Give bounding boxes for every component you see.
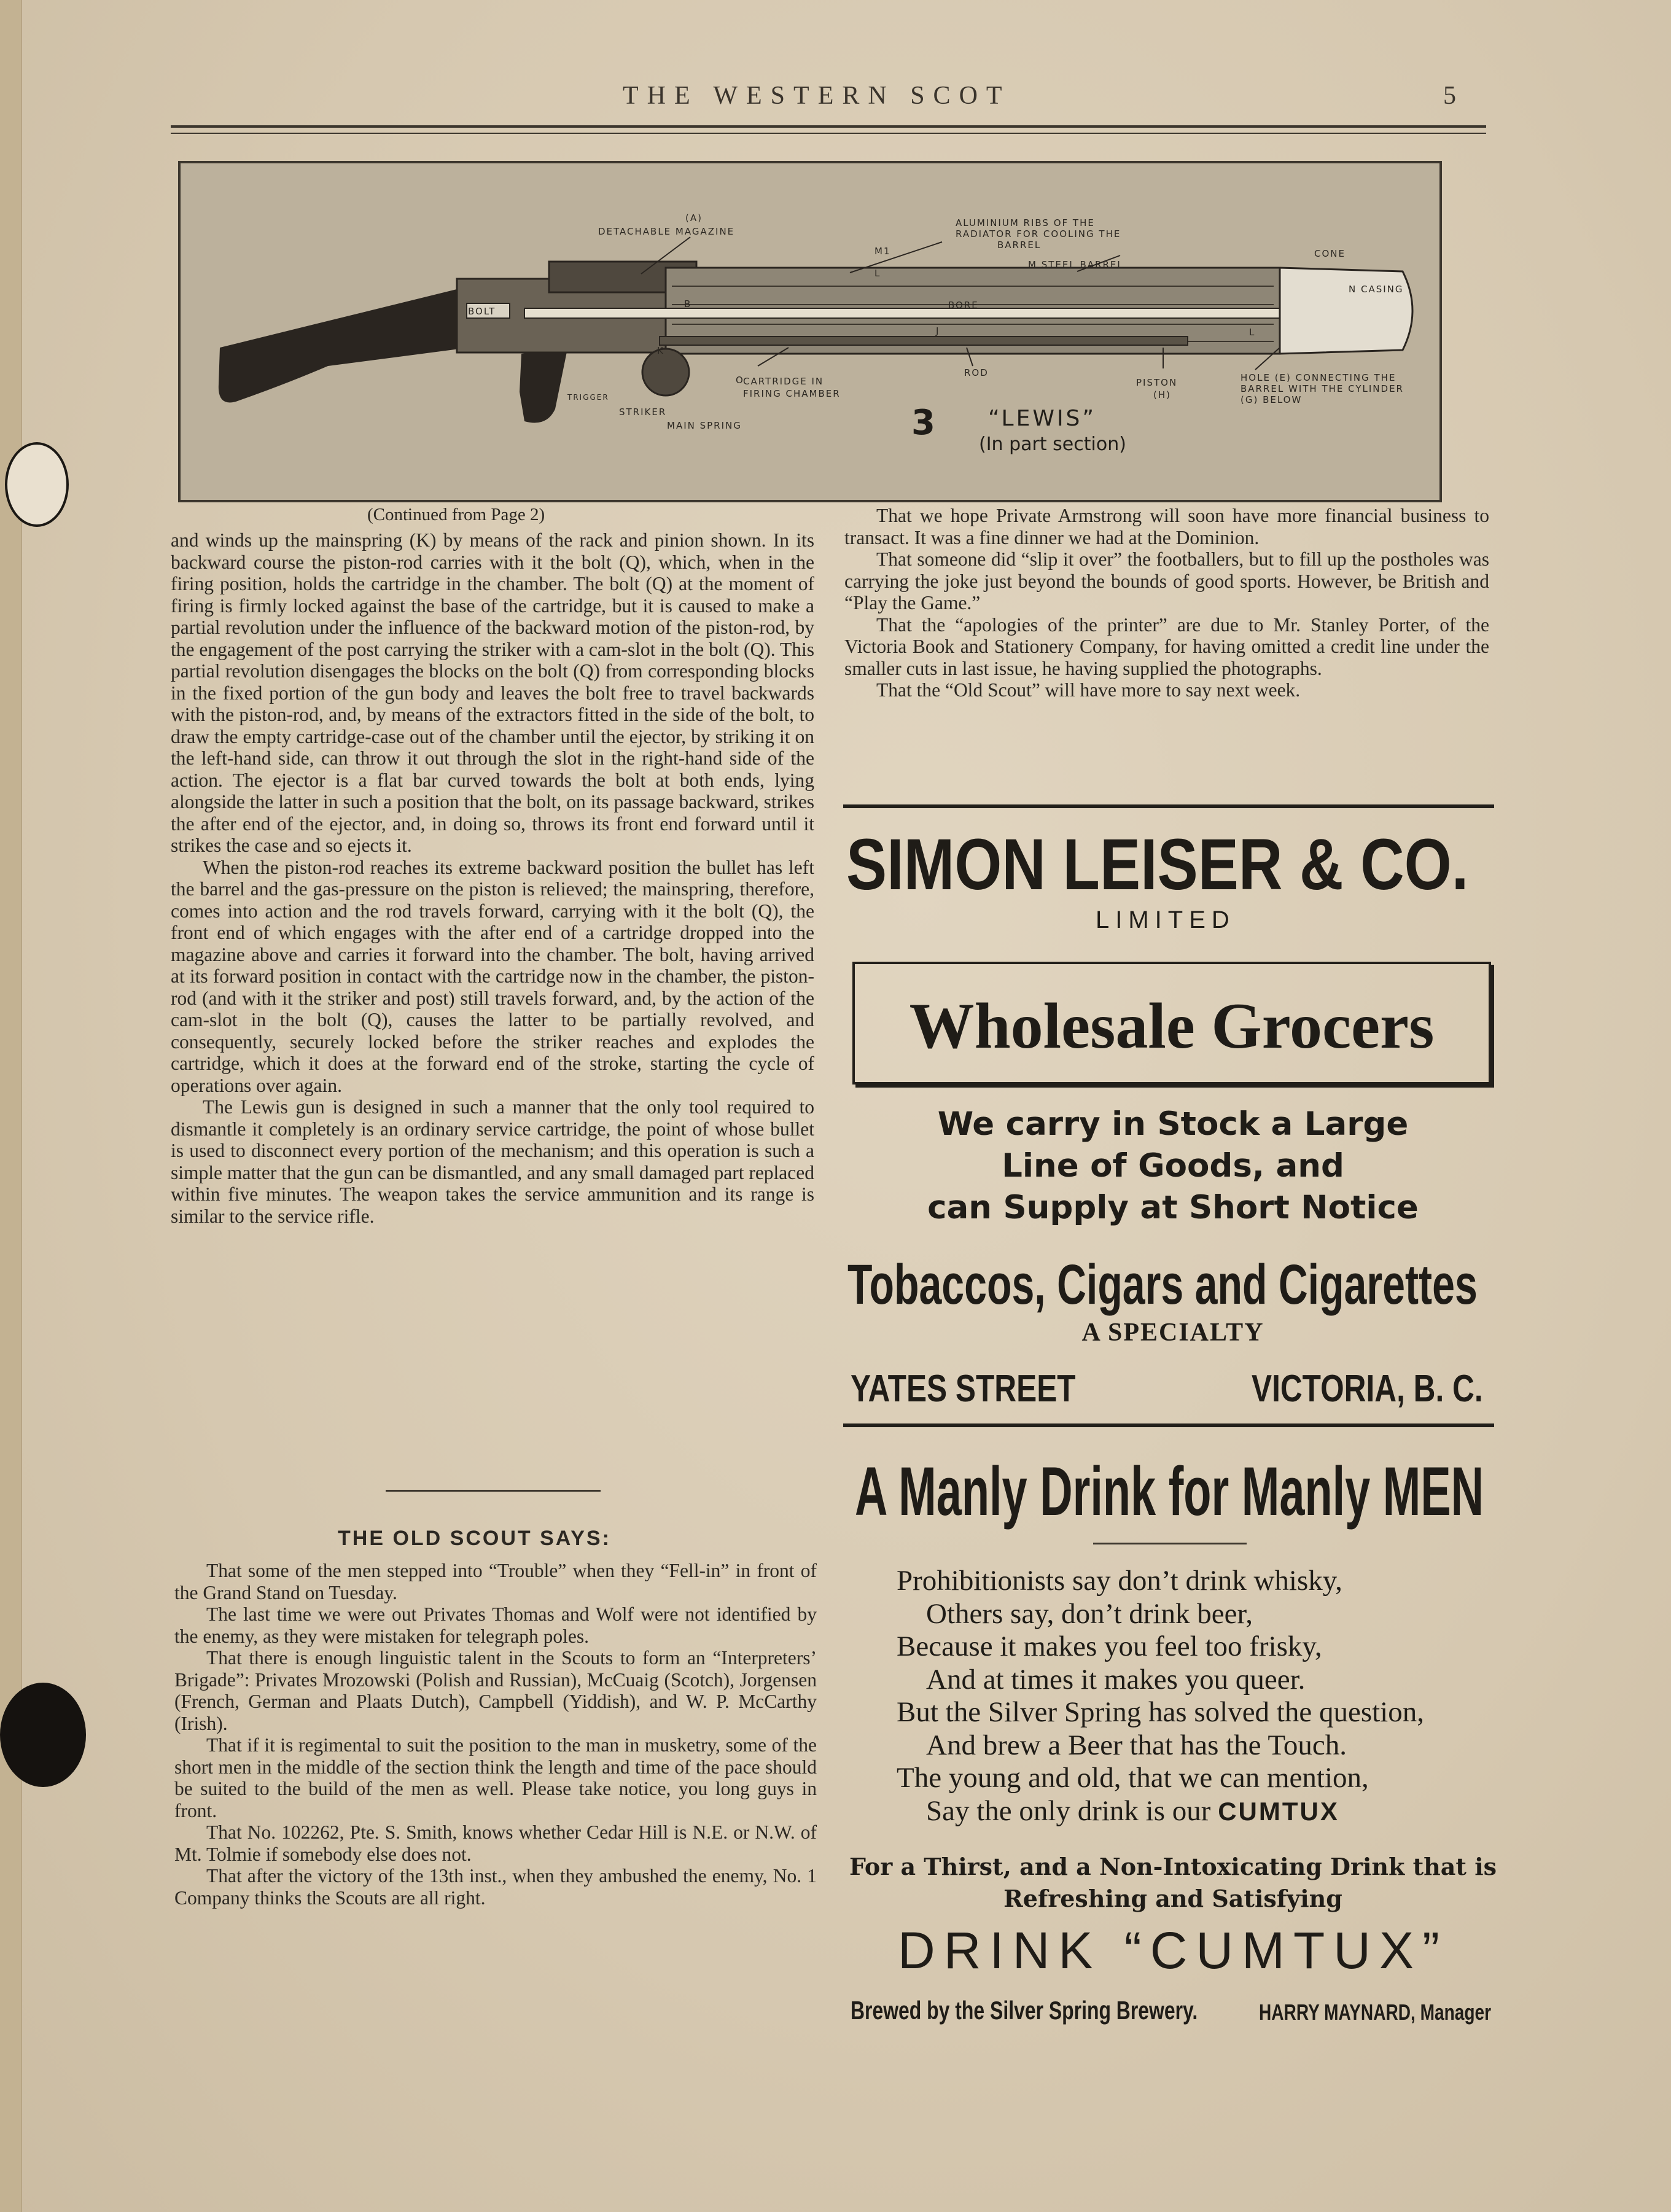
grocer-carry-line-3: can Supply at Short Notice: [927, 1189, 1419, 1226]
label-b: B: [684, 298, 692, 310]
label-hole-1: HOLE (E) CONNECTING THE: [1241, 372, 1396, 383]
brewery-divider: [1093, 1543, 1247, 1544]
article-column-left: [171, 529, 814, 1227]
gun-pinion: [642, 349, 689, 395]
grocer-limited: LIMITED: [1096, 906, 1236, 933]
poem-line-5: But the Silver Spring has solved the question,: [897, 1696, 1424, 1728]
continued-note: (Continued from Page 2): [367, 505, 545, 524]
header-rule-top: [171, 125, 1486, 128]
label-radiator-2: RADIATOR FOR COOLING THE: [956, 228, 1121, 240]
poem-line-3: Because it makes you feel too frisky,: [897, 1630, 1322, 1662]
gun-barrel-bore: [524, 308, 1292, 318]
label-main-spring: MAIN SPRING: [667, 420, 742, 431]
brewery-thirst-line-2: Refreshing and Satisfying: [1003, 1885, 1342, 1912]
grocer-specialty: A SPECIALTY: [1081, 1318, 1264, 1347]
label-trigger: TRIGGER: [567, 393, 609, 402]
old-scout-item-2: The last time we were out Privates Thomas and Wolf were not identified by the enemy, as they were mistaken for telegraph poles.: [174, 1603, 817, 1647]
wholesale-grocers: Wholesale Grocers: [909, 990, 1435, 1062]
article-paragraph-3: The Lewis gun is designed in such a manner that the only tool required to dismantle it completely is an ordinary service cartridge, the point of whose bullet is used to disconnect every portion of the mechanism; and this operation is such a simple matter that the gun can be dismantled, and any small damaged part replaced within five minutes. The weapon takes the service ammunition and its range is similar to the service rifle.: [171, 1096, 814, 1227]
poem-brand: CUMTUX: [1218, 1796, 1339, 1826]
label-a: (A): [685, 212, 703, 224]
figure-number: 3: [911, 403, 935, 443]
poem-line-1: Prohibitionists say don’t drink whisky,: [897, 1565, 1342, 1597]
label-hole-3: (G) BELOW: [1241, 394, 1303, 405]
section-divider: [386, 1490, 601, 1492]
label-m1: M1: [874, 246, 891, 257]
old-scout-item-3: That there is enough linguistic talent in the Scouts to form an “Interpreters’ Brigade”: Privates Mrozowski (Polish and Russian), McCuaig (Scotch), Jorgensen (French, German and Plaats Dutch), Campbell (Yiddish), and W. P. McCarthy (Irish).: [174, 1647, 817, 1734]
old-scout-item-7: That we hope Private Armstrong will soon have more financial business to transact. It was a fine dinner we had at the Dominion.: [844, 505, 1489, 548]
article-paragraph-2: When the piston-rod reaches its extreme backward position the bullet has left the barrel and the gas-pressure on the piston is relieved; the mainspring, therefore, comes into action and the rod travels forward, carrying with it the bolt (Q), the front end of which engages with the after end of a cartridge dropped into the magazine above and carries it forward into the chamber. The bolt, having arrived at its forward position in contact with the cartridge now in the chamber, the piston-rod (and with it the striker and post) still travels forward, and, by the action of the cam-slot in the bolt (Q), causes the latter to be partially revolved, and consequently, securely locked before the striker reaches and explodes the cartridge, which it does at the forward end of the stroke, starting the cycle of operations over again.: [171, 856, 814, 1096]
grocer-street: YATES STREET: [851, 1368, 1076, 1410]
grocer-company-name: SIMON LEISER & CO.: [846, 824, 1469, 905]
grocer-city: VICTORIA, B. C.: [1252, 1368, 1483, 1410]
label-bolt: BOLT: [468, 306, 496, 317]
poem-line-6: And brew a Beer that has the Touch.: [926, 1729, 1347, 1761]
label-striker: STRIKER: [619, 407, 667, 418]
old-scout-column-left: [174, 1560, 817, 1909]
poem-line-4: And at times it makes you queer.: [926, 1663, 1306, 1696]
poem-line-7: The young and old, that we can mention,: [897, 1762, 1369, 1794]
poem-line-2: Others say, don’t drink beer,: [926, 1597, 1253, 1630]
figure-caption-sub: (In part section): [979, 434, 1126, 455]
lewis-gun-figure: [178, 161, 1442, 502]
brewery-manager: HARRY MAYNARD, Manager: [1259, 2000, 1492, 2025]
ad-top-rule: [843, 804, 1494, 808]
grocer-carry-line-1: We carry in Stock a Large: [937, 1105, 1409, 1143]
label-cartridge-1: CARTRIDGE IN: [743, 376, 824, 387]
old-scout-column-right: [844, 505, 1489, 701]
label-piston: PISTON: [1136, 377, 1178, 388]
label-piston-h: (H): [1153, 389, 1171, 400]
article-paragraph-1: and winds up the mainspring (K) by means of the rack and pinion shown. In its backward course the piston-rod carries with it the bolt (Q), which, when in the firing position, holds the cartridge in the chamber. The bolt (Q) at the moment of firing is firmly locked against the base of the cartridge, but it is caused to make a partial revolution under the influence of the backward motion of the piston-rod, by the engagement of the post carrying the striker with a cam-slot in the bolt (Q). This partial revolution disengages the blocks on the bolt (Q) from corresponding blocks in the fixed portion of the gun body and leaves the bolt free to travel backwards with the piston-rod, and, by means of the extractors fitted in the side of the bolt, to draw the empty cartridge-case out of the chamber until the ejector, by striking it on the left-hand side, can throw it out through the slot in the right-hand side of the action. The ejector is a flat bar curved towards the bolt at both ends, lying alongside the latter in such a position that the bolt, on its passage backward, strikes the after end of the ejector, and, in doing so, throws its front end forward until it strikes the case and so ejects it.: [171, 529, 814, 856]
label-hole-2: BARREL WITH THE CYLINDER: [1241, 383, 1404, 394]
old-scout-item-5: That No. 102262, Pte. S. Smith, knows whether Cedar Hill is N.E. or N.W. of Mt. Tolmie if somebody else does not.: [174, 1821, 817, 1865]
old-scout-item-10: That the “Old Scout” will have more to say next week.: [876, 679, 1301, 701]
header-rule-bottom: [171, 133, 1486, 134]
gun-casing: [1280, 268, 1412, 354]
label-bore: BORE: [948, 300, 979, 311]
binding-hole-upper: [5, 442, 69, 527]
label-radiator-3: BARREL: [997, 240, 1042, 251]
label-cartridge-2: FIRING CHAMBER: [743, 388, 841, 399]
running-head-title: THE WESTERN SCOT: [623, 82, 1011, 110]
brewery-headline: A Manly Drink for Manly MEN: [855, 1453, 1484, 1530]
label-o: O: [736, 375, 744, 386]
grocer-tobaccos: Tobaccos, Cigars and Cigarettes: [847, 1253, 1478, 1316]
label-j: J: [936, 325, 940, 337]
label-n-casing: N CASING: [1349, 284, 1404, 295]
old-scout-heading: THE OLD SCOUT SAYS:: [338, 1527, 611, 1550]
page-number: 5: [1443, 82, 1456, 110]
label-cone: CONE: [1314, 248, 1346, 259]
brewery-poem: [897, 1565, 1424, 1828]
brewery-brewed-by: Brewed by the Silver Spring Brewery.: [851, 1996, 1198, 2025]
wholesale-box: [852, 962, 1491, 1085]
old-scout-item-1: That some of the men stepped into “Trouble” when they “Fell-in” in front of the Grand Stand on Tuesday.: [174, 1560, 817, 1603]
figure-caption-name: “LEWIS”: [988, 406, 1097, 431]
old-scout-item-6: That after the victory of the 13th inst., when they ambushed the enemy, No. 1 Company thinks the Scouts are all right.: [174, 1865, 817, 1909]
old-scout-item-9: That the “apologies of the printer” are due to Mr. Stanley Porter, of the Victoria Book and Stationery Company, for having omitted a credit line under the smaller cuts in last issue, he having supplied the photographs.: [844, 613, 1489, 679]
running-head: [0, 81, 1671, 118]
gun-piston-rod: [660, 337, 1188, 345]
label-rod: ROD: [964, 367, 989, 378]
label-k: K: [657, 345, 664, 356]
old-scout-item-8: That someone did “slip it over” the footballers, but to fill up the postholes was carrying the joke just beyond the bounds of good sports. However, be British and “Play the Game.”: [844, 548, 1489, 613]
brewery-thirst-line-1: For a Thirst, and a Non-Intoxicating Drink that is: [849, 1853, 1497, 1880]
label-magazine: DETACHABLE MAGAZINE: [598, 226, 735, 237]
label-l-upper: L: [874, 268, 881, 279]
ad-middle-rule: [843, 1423, 1494, 1427]
binding-edge: [0, 0, 22, 2212]
brewery-drink-cumtux: DRINK “CUMTUX”: [898, 1922, 1448, 1979]
old-scout-item-4: That if it is regimental to suit the position to the man in musketry, some of the short men in the middle of the section think the length and time of the pace should be suited to the build of the men as well. Please take notice, you long guys in front.: [174, 1734, 817, 1821]
binding-hole-lower: [0, 1683, 86, 1787]
poem-line-8: [897, 1795, 1424, 1828]
label-l-lower: L: [1249, 327, 1256, 338]
grocer-carry-line-2: Line of Goods, and: [1002, 1147, 1344, 1185]
label-radiator-1: ALUMINIUM RIBS OF THE: [956, 217, 1095, 228]
poem-line-8-text: Say the only drink is our: [926, 1794, 1218, 1827]
label-steel-barrel: M STEEL BARREL: [1028, 259, 1124, 270]
